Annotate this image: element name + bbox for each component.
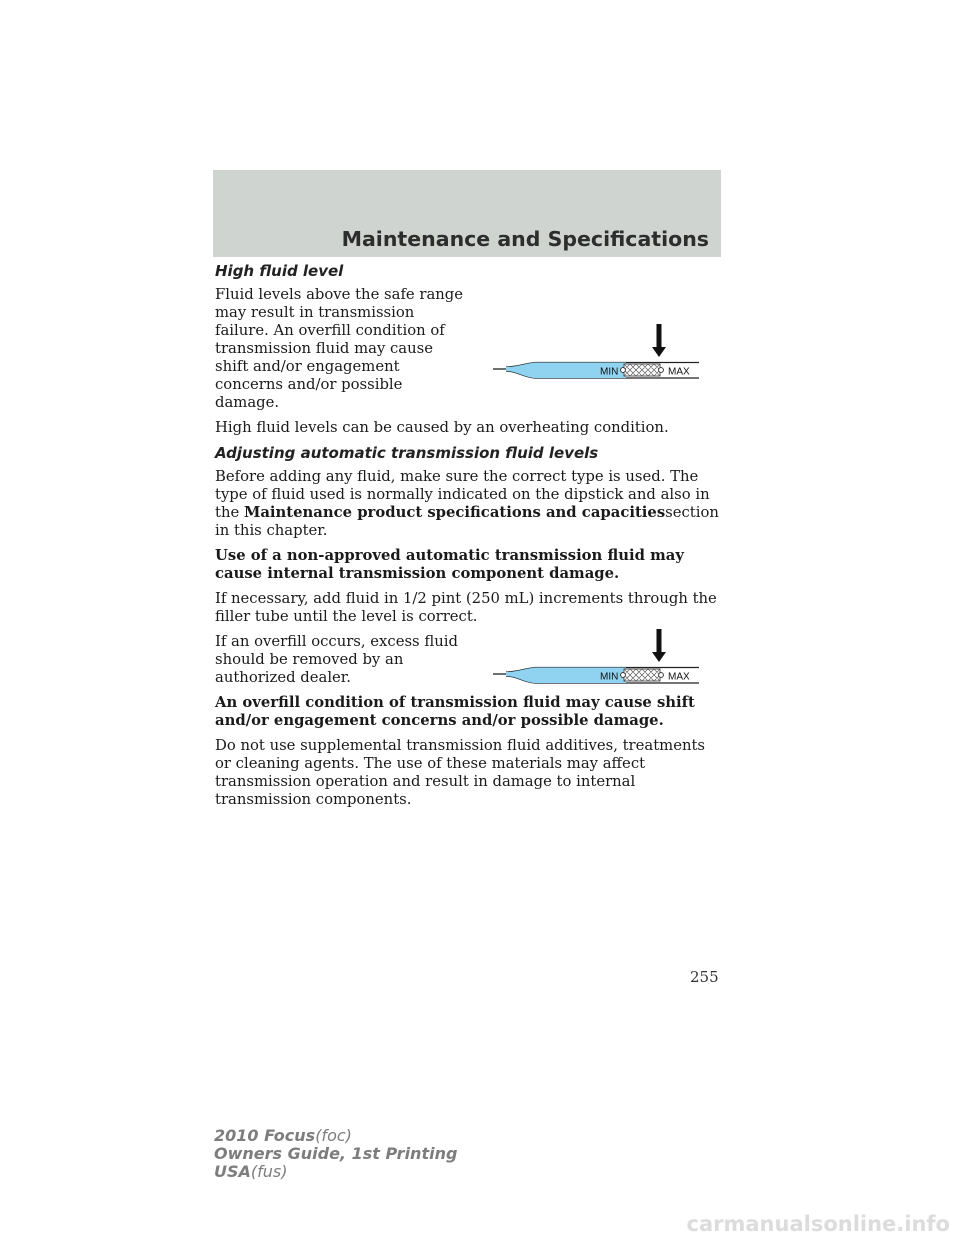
footer-region: USA xyxy=(214,1162,251,1181)
dipstick-correct-level-figure xyxy=(493,629,699,685)
dipstick-high-level-figure xyxy=(493,324,699,380)
adjusting-paragraph-4: Do not use supplemental transmission fluid additives, treatments or cleaning agents. The use of these materials may affect transmission operation and result in damage to internal transmission components. xyxy=(215,737,706,808)
page-content xyxy=(215,262,720,816)
adjusting-paragraph-1 xyxy=(215,468,720,540)
footer-model-code: (foc) xyxy=(315,1126,352,1145)
high-fluid-paragraph-2: High fluid levels can be caused by an overheating condition. xyxy=(215,419,669,436)
document-footer xyxy=(214,1127,457,1181)
adjusting-paragraph-3: If an overfill occurs, excess fluid should be removed by an authorized dealer. xyxy=(215,633,458,686)
high-fluid-figure-row xyxy=(215,286,720,412)
footer-model: 2010 Focus xyxy=(214,1126,316,1145)
footer-line-3 xyxy=(214,1163,457,1181)
arrow-down-icon xyxy=(652,629,666,662)
watermark-text: carmanualsonline.info xyxy=(686,1212,950,1236)
footer-region-code: (fus) xyxy=(250,1162,288,1181)
high-fluid-paragraph-1: Fluid levels above the safe range may result in transmission failure. An overfill condition of transmission fluid may cause shift and/or engagement concerns and/or possible damage. xyxy=(215,286,464,411)
warning-non-approved-fluid: Use of a non-approved automatic transmission fluid may cause internal transmission component damage. xyxy=(215,547,684,582)
dipstick-max-label: MAX xyxy=(668,366,690,378)
footer-line-2: Owners Guide, 1st Printing xyxy=(214,1144,458,1163)
arrow-down-icon xyxy=(652,324,666,357)
overfill-figure-row xyxy=(215,633,720,687)
dipstick-min-label: MIN xyxy=(600,671,619,683)
dipstick-icon xyxy=(493,668,699,684)
adjusting-paragraph-1-text-b: section in this chapter. xyxy=(215,504,719,539)
warning-overfill: An overfill condition of transmission fluid may cause shift and/or engagement concerns and/or possible damage. xyxy=(215,694,695,729)
section-title: Maintenance and Specifications xyxy=(341,227,709,251)
footer-line-1 xyxy=(214,1127,457,1145)
adjusting-paragraph-1-text-a: Before adding any fluid, make sure the correct type is used. The type of fluid used is normally indicated on the dipstick and also in the xyxy=(215,468,710,521)
dipstick-max-label: MAX xyxy=(668,671,690,683)
dipstick-min-label: MIN xyxy=(600,366,619,378)
section-header-band xyxy=(213,170,721,257)
heading-high-fluid-level: High fluid level xyxy=(215,262,344,280)
specifications-reference: Maintenance product specifications and capacities xyxy=(243,504,666,521)
page-number: 255 xyxy=(690,968,719,986)
heading-adjusting-fluid-levels: Adjusting automatic transmission fluid levels xyxy=(215,444,599,462)
dipstick-icon xyxy=(493,363,699,379)
adjusting-paragraph-2: If necessary, add fluid in 1/2 pint (250 mL) increments through the filler tube until the level is correct. xyxy=(215,590,717,625)
